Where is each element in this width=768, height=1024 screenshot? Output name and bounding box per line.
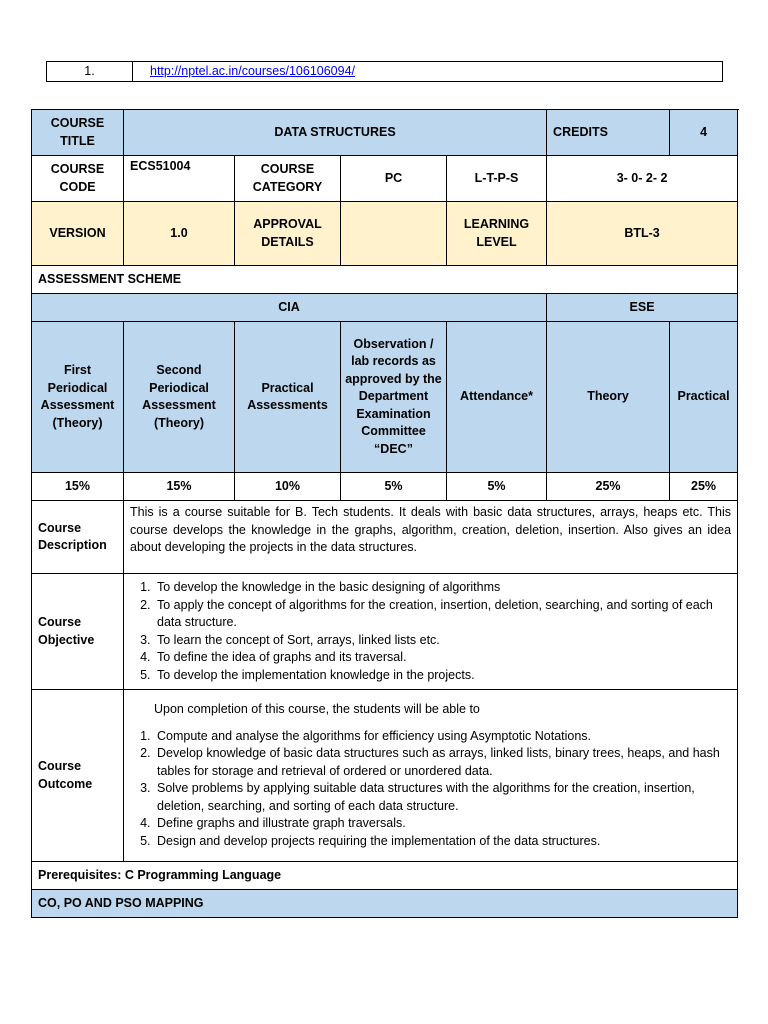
objective-item: 4. To define the idea of graphs and its traversal. [154, 649, 729, 667]
assessment-headers-row [32, 322, 738, 473]
course-code: ECS51004 [124, 156, 235, 202]
objective-row [32, 574, 738, 690]
course-objective-label: Course Objective [32, 574, 124, 690]
prerequisites-row [32, 862, 738, 890]
assessment-pct-5: 5% [447, 473, 547, 501]
outcome-item: 2. Develop knowledge of basic data structures such as arrays, linked lists, binary trees, heaps, and hash tables for storage and retrieval of ordered or unordered data. [154, 745, 729, 780]
assessment-col-1: First Periodical Assessment (Theory) [32, 322, 124, 473]
course-outcome-intro: Upon completion of this course, the students will be able to [154, 702, 480, 716]
ltps-value: 3- 0- 2- 2 [547, 156, 738, 202]
outcome-item: 3. Solve problems by applying suitable data structures with the algorithms for the creation, insertion, deletion, searching, and sorting of each data structure. [154, 780, 729, 815]
course-title: DATA STRUCTURES [124, 110, 547, 156]
title-row [32, 110, 738, 156]
ltps-label: L-T-P-S [447, 156, 547, 202]
objective-item: 1. To develop the knowledge in the basic designing of algorithms [154, 579, 729, 597]
assessment-percent-row [32, 473, 738, 501]
course-outcome-label: Course Outcome [32, 690, 124, 862]
assessment-col-6: Theory [547, 322, 670, 473]
code-row [32, 156, 738, 202]
outcome-item: 1. Compute and analyse the algorithms for efficiency using Asymptotic Notations. [154, 728, 729, 746]
reference-table [46, 61, 723, 82]
version-value: 1.0 [124, 202, 235, 266]
approval-label: APPROVAL DETAILS [235, 202, 341, 266]
assessment-col-7: Practical [670, 322, 738, 473]
assessment-pct-2: 15% [124, 473, 235, 501]
learning-level-value: BTL-3 [547, 202, 738, 266]
outcome-row [32, 690, 738, 862]
version-label: VERSION [32, 202, 124, 266]
assessment-col-4: Observation / lab records as approved by the Department Examination Committee “DEC” [341, 322, 447, 473]
mapping-row [32, 890, 738, 918]
assessment-title: ASSESSMENT SCHEME [32, 266, 738, 294]
outcome-item: 5. Design and develop projects requiring the implementation of the data structures. [154, 833, 729, 851]
prerequisites: Prerequisites: C Programming Language [32, 862, 738, 890]
assessment-pct-7: 25% [670, 473, 738, 501]
version-row [32, 202, 738, 266]
ese-header: ESE [547, 294, 738, 322]
assessment-col-2: Second Periodical Assessment (Theory) [124, 322, 235, 473]
course-category: PC [341, 156, 447, 202]
approval-value [341, 202, 447, 266]
learning-level-label: LEARNING LEVEL [447, 202, 547, 266]
course-description-text: This is a course suitable for B. Tech students. It deals with basic data structures, arrays, heaps etc. This course develops the knowledge in the graphs, algorithm, creation, deletion, insertion. Also gives an idea about developing the projects in the data structures. [124, 501, 738, 574]
assessment-col-3: Practical Assessments [235, 322, 341, 473]
course-category-label: COURSE CATEGORY [235, 156, 341, 202]
mapping-title: CO, PO AND PSO MAPPING [32, 890, 738, 918]
course-table [31, 109, 738, 918]
assessment-col-5: Attendance* [447, 322, 547, 473]
description-row [32, 501, 738, 574]
reference-row [47, 62, 723, 82]
course-title-label: COURSE TITLE [32, 110, 124, 156]
reference-link[interactable]: http://nptel.ac.in/courses/106106094/ [150, 63, 356, 78]
credits-value: 4 [670, 110, 738, 156]
course-objective-list-cell [124, 574, 738, 690]
course-code-label: COURSE CODE [32, 156, 124, 202]
course-description-label: Course Description [32, 501, 124, 574]
assessment-pct-3: 10% [235, 473, 341, 501]
objective-item: 5. To develop the implementation knowledge in the projects. [154, 667, 729, 685]
assessment-pct-4: 5% [341, 473, 447, 501]
objective-item: 3. To learn the concept of Sort, arrays, linked lists etc. [154, 632, 729, 650]
credits-label: CREDITS [547, 110, 670, 156]
assessment-pct-6: 25% [547, 473, 670, 501]
course-outcome-list [130, 728, 729, 851]
assessment-pct-1: 15% [32, 473, 124, 501]
reference-number: 1. [47, 62, 133, 82]
objective-item: 2. To apply the concept of algorithms for the creation, insertion, deletion, searching, and sorting of each data structure. [154, 597, 729, 632]
cia-header: CIA [32, 294, 547, 322]
outcome-item: 4. Define graphs and illustrate graph traversals. [154, 815, 729, 833]
course-outcome-cell [124, 690, 738, 862]
course-objective-list [130, 579, 729, 684]
assessment-title-row [32, 266, 738, 294]
cia-ese-row [32, 294, 738, 322]
